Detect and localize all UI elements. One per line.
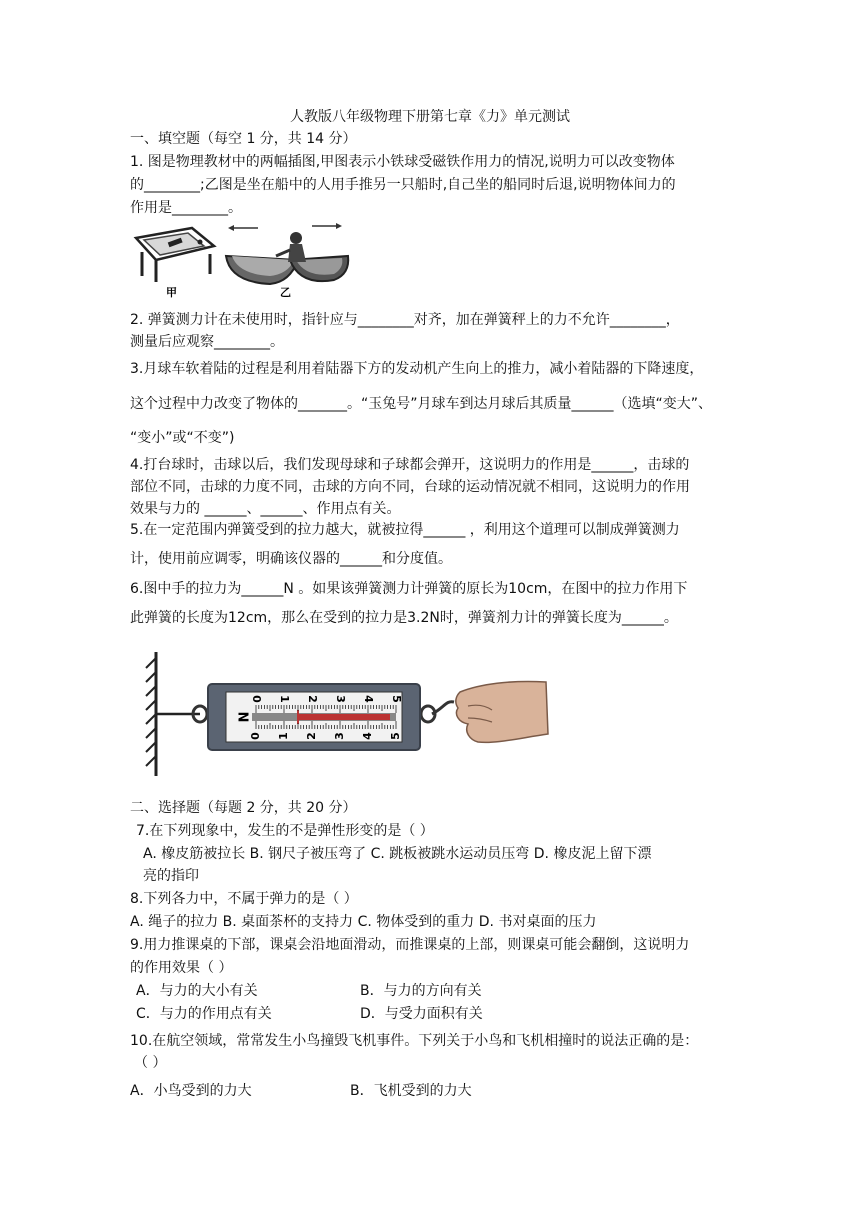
q9-option-d: D．与受力面积有关 xyxy=(360,1006,483,1022)
magnet-plate-illustration xyxy=(136,228,214,282)
q10-line-2: （ ） xyxy=(134,1055,167,1071)
q6-line-1: 6.图中手的拉力为______N 。如果该弹簧测力计弹簧的原长为10cm，在图中的拉力作用下 xyxy=(130,581,688,597)
hand-illustration xyxy=(456,681,548,742)
scale-label-top-1: 1 xyxy=(278,695,291,703)
q5-line-1: 5.在一定范围内弹簧受到的拉力越大，就被拉得______ ，利用这个道理可以制成弹簧测力 xyxy=(130,522,680,538)
q9-option-b: B．与力的方向有关 xyxy=(360,983,482,999)
q9-option-c: C．与力的作用点有关 xyxy=(136,1006,272,1022)
q10-option-b: B．飞机受到的力大 xyxy=(350,1083,472,1099)
q7-options-cont: 亮的指印 xyxy=(143,868,199,884)
section-fill-heading: 一、填空题（每空 1 分，共 14 分） xyxy=(130,131,357,147)
q10-option-a: A．小鸟受到的力大 xyxy=(130,1083,252,1099)
q1-line-2: 的________;乙图是坐在船中的人用手推另一只船时,自己坐的船同时后退,说明物体间力的 xyxy=(130,177,676,193)
scale-label-bottom-3: 3 xyxy=(333,732,346,740)
page-title: 人教版八年级物理下册第七章《力》单元测试 xyxy=(290,109,570,125)
q7-stem: 7.在下列现象中，发生的不是弹性形变的是（ ） xyxy=(136,823,434,839)
scale-label-top-3: 3 xyxy=(334,695,347,703)
q3-line-2: 这个过程中力改变了物体的_______。“玉兔号”月球车到达月球后其质量______（选填“变大”、 xyxy=(130,396,713,412)
section-choice-heading: 二、选择题（每题 2 分，共 20 分） xyxy=(130,800,357,816)
scale-unit-label: N xyxy=(234,711,250,723)
q8-stem: 8.下列各力中，不属于弹力的是（ ） xyxy=(130,891,358,907)
q1-line-3: 作用是________。 xyxy=(130,200,242,216)
q5-line-2: 计，使用前应调零，明确该仪器的______和分度值。 xyxy=(130,551,452,567)
q3-line-3: “变小”或“不变”) xyxy=(130,430,235,446)
scale-label-bottom-4: 4 xyxy=(361,732,374,740)
scale-label-top-2: 2 xyxy=(306,695,319,703)
label-yi: 乙 xyxy=(280,286,291,299)
scale-label-bottom-0: 0 xyxy=(249,732,262,740)
boats-illustration xyxy=(226,223,348,284)
q1-line-1: 1. 图是物理教材中的两幅插图,甲图表示小铁球受磁铁作用力的情况,说明力可以改变物体 xyxy=(130,154,675,170)
q9-option-a: A．与力的大小有关 xyxy=(136,983,258,999)
q4-line-2: 部位不同，击球的力度不同，击球的方向不同，台球的运动情况就不相同，这说明力的作用 xyxy=(130,479,690,495)
scale-label-top-0: 0 xyxy=(250,695,263,703)
q6-line-2: 此弹簧的长度为12cm，那么在受到的拉力是3.2N时，弹簧剂力计的弹簧长度为______。 xyxy=(130,610,678,626)
label-jia: 甲 xyxy=(166,286,177,299)
q9-line-1: 9.用力推课桌的下部，课桌会沿地面滑动，而推课桌的上部，则课桌可能会翻倒，这说明力 xyxy=(130,937,690,953)
spring-scale-figure xyxy=(128,648,556,780)
q8-options: A. 绳子的拉力 B. 桌面茶杯的支持力 C. 物体受到的重力 D. 书对桌面的压力 xyxy=(130,914,597,930)
q9-line-2: 的作用效果（ ） xyxy=(130,960,233,976)
q3-line-1: 3.月球车软着陆的过程是利用着陆器下方的发动机产生向上的推力，减小着陆器的下降速度， xyxy=(130,361,704,377)
q2-line-2: 测量后应观察________。 xyxy=(130,334,284,350)
q4-line-3: 效果与力的 ______、______、作用点有关。 xyxy=(130,501,401,517)
scale-label-top-4: 4 xyxy=(362,695,375,703)
q7-options: A. 橡皮筋被拉长 B. 钢尺子被压弯了 C. 跳板被跳水运动员压弯 D. 橡皮泥上留下漂 xyxy=(143,846,652,862)
scale-label-bottom-2: 2 xyxy=(305,732,318,740)
scale-label-bottom-5: 5 xyxy=(389,732,402,740)
hook xyxy=(432,702,454,714)
q1-figure xyxy=(130,216,352,300)
q2-line-1: 2. 弹簧测力计在未使用时，指针应与________对齐，加在弹簧秤上的力不允许________， xyxy=(130,312,680,328)
scale-label-bottom-1: 1 xyxy=(277,732,290,740)
q4-line-1: 4.打台球时，击球以后，我们发现母球和子球都会弹开，这说明力的作用是______，击球的 xyxy=(130,457,690,473)
q10-line-1: 10.在航空领域，常常发生小鸟撞毁飞机事件。下列关于小鸟和飞机相撞时的说法正确的是： xyxy=(130,1033,699,1049)
scale-label-top-5: 5 xyxy=(390,695,403,703)
